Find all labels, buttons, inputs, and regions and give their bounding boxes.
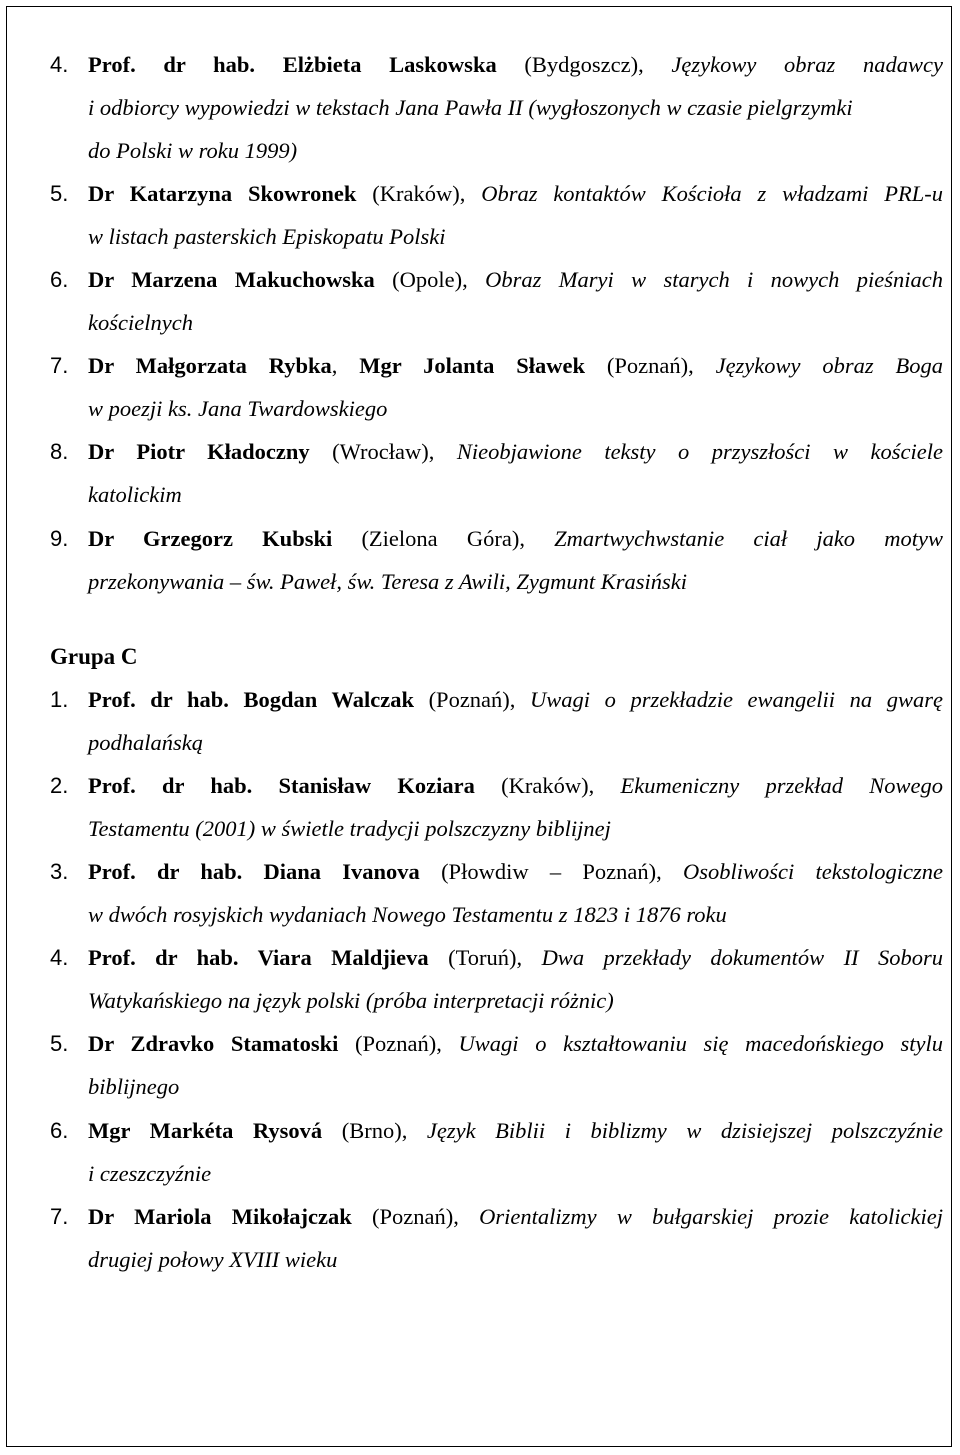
item-line-1 [88,1204,943,1230]
item-number: 2. [50,773,69,798]
talk-title: Językowy obraz Boga [715,353,943,378]
speaker-name: Dr Mariola Mikołajczak [88,1204,352,1229]
talk-title-continued: w listach pasterskich Episkopatu Polski [88,224,446,249]
item-number: 6. [50,1118,69,1143]
item-line-1 [88,859,943,885]
item-line-1 [88,1118,943,1144]
speaker-place: (Kraków), [356,181,482,206]
talk-title-continued: i czeszczyźnie [88,1161,212,1186]
speaker-place: (Opole), [374,267,486,292]
item-number: 6. [50,267,69,292]
item-number: 3. [50,859,69,884]
item-number: 7. [50,1204,69,1229]
speaker-place: (Płowdiw – Poznań), [419,859,683,884]
speaker-name: Dr Małgorzata Rybka [88,353,332,378]
item-line-1 [88,52,943,78]
talk-title: Osobliwości tekstologiczne [682,859,943,884]
talk-title: Język Biblii i biblizmy w dzisiejszej polszczyźnie [426,1118,943,1143]
talk-title: Obraz kontaktów Kościoła z władzami PRL-u [481,181,943,206]
item-line-1 [88,439,943,465]
talk-title: Zmartwychwstanie ciał jako motyw [554,526,944,551]
speaker-place: (Toruń), [428,945,542,970]
talk-title-continued: Watykańskiego na język polski (próba interpretacji różnic) [88,988,614,1013]
talk-title: Nieobjawione teksty o przyszłości w kościele [456,439,943,464]
speaker-place: (Kraków), [474,773,621,798]
talk-title-continued: kościelnych [88,310,193,335]
speaker-name-2: Mgr Jolanta Sławek [359,353,586,378]
item-number: 9. [50,526,69,551]
speaker-name: Dr Katarzyna Skowronek [88,181,357,206]
name-separator: , [331,353,360,378]
talk-title-continued: drugiej połowy XVIII wieku [88,1247,338,1272]
speaker-name: Dr Zdravko Stamatoski [88,1031,339,1056]
talk-title-continued: do Polski w roku 1999) [88,138,298,163]
talk-title: Językowy obraz nadawcy [671,52,943,77]
item-line-1 [88,773,943,799]
speaker-name: Prof. dr hab. Elżbieta Laskowska [88,52,497,77]
item-number: 8. [50,439,69,464]
speaker-place: (Brno), [322,1118,427,1143]
speaker-name: Prof. dr hab. Stanisław Koziara [88,773,475,798]
speaker-place: (Poznań), [351,1204,480,1229]
talk-title: Obraz Maryi w starych i nowych pieśniach [485,267,943,292]
item-line-1 [88,181,943,207]
group-heading: Grupa C [50,644,138,669]
speaker-place: (Poznań), [413,687,531,712]
speaker-place: (Wrocław), [309,439,457,464]
item-number: 5. [50,181,69,206]
item-number: 4. [50,945,69,970]
talk-title-continued: biblijnego [88,1074,180,1099]
talk-title: Uwagi o przekładzie ewangelii na gwarę [530,687,943,712]
talk-title-continued: przekonywania – św. Paweł, św. Teresa z Awili, Zygmunt Krasiński [88,569,688,594]
speaker-name: Prof. dr hab. Viara Maldjieva [88,945,429,970]
speaker-name: Dr Marzena Makuchowska [88,267,375,292]
speaker-place: (Poznań), [585,353,716,378]
speaker-name: Dr Piotr Kładoczny [88,439,310,464]
item-line-1 [88,267,943,293]
talk-title: Ekumeniczny przekład Nowego [620,773,943,798]
item-number: 4. [50,52,69,77]
talk-title: Uwagi o kształtowaniu się macedońskiego stylu [458,1031,943,1056]
item-number: 1. [50,687,69,712]
item-line-1 [88,945,943,971]
speaker-place: (Zielona Góra), [332,526,555,551]
speaker-name: Mgr Markéta Rysová [88,1118,323,1143]
item-number: 5. [50,1031,69,1056]
item-number: 7. [50,353,69,378]
speaker-name: Prof. dr hab. Bogdan Walczak [88,687,414,712]
talk-title: Dwa przekłady dokumentów II Soboru [541,945,944,970]
speaker-place: (Bydgoszcz), [496,52,672,77]
item-line-1 [88,687,943,713]
page-border [6,6,952,1447]
speaker-name: Prof. dr hab. Diana Ivanova [88,859,420,884]
talk-title-continued: i odbiorcy wypowiedzi w tekstach Jana Pawła II (wygłoszonych w czasie pielgrzymki [88,95,853,120]
speaker-place: (Poznań), [338,1031,459,1056]
talk-title-continued: w dwóch rosyjskich wydaniach Nowego Testamentu z 1823 i 1876 roku [88,902,727,927]
item-line-1 [88,1031,943,1057]
talk-title-continued: podhalańską [88,730,203,755]
talk-title-continued: Testamentu (2001) w świetle tradycji polszczyzny biblijnej [88,816,611,841]
item-line-1 [88,526,943,552]
talk-title-continued: katolickim [88,482,182,507]
talk-title-continued: w poezji ks. Jana Twardowskiego [88,396,388,421]
item-line-1 [88,353,943,379]
talk-title: Orientalizmy w bułgarskiej prozie katolickiej [479,1204,943,1229]
speaker-name: Dr Grzegorz Kubski [88,526,333,551]
